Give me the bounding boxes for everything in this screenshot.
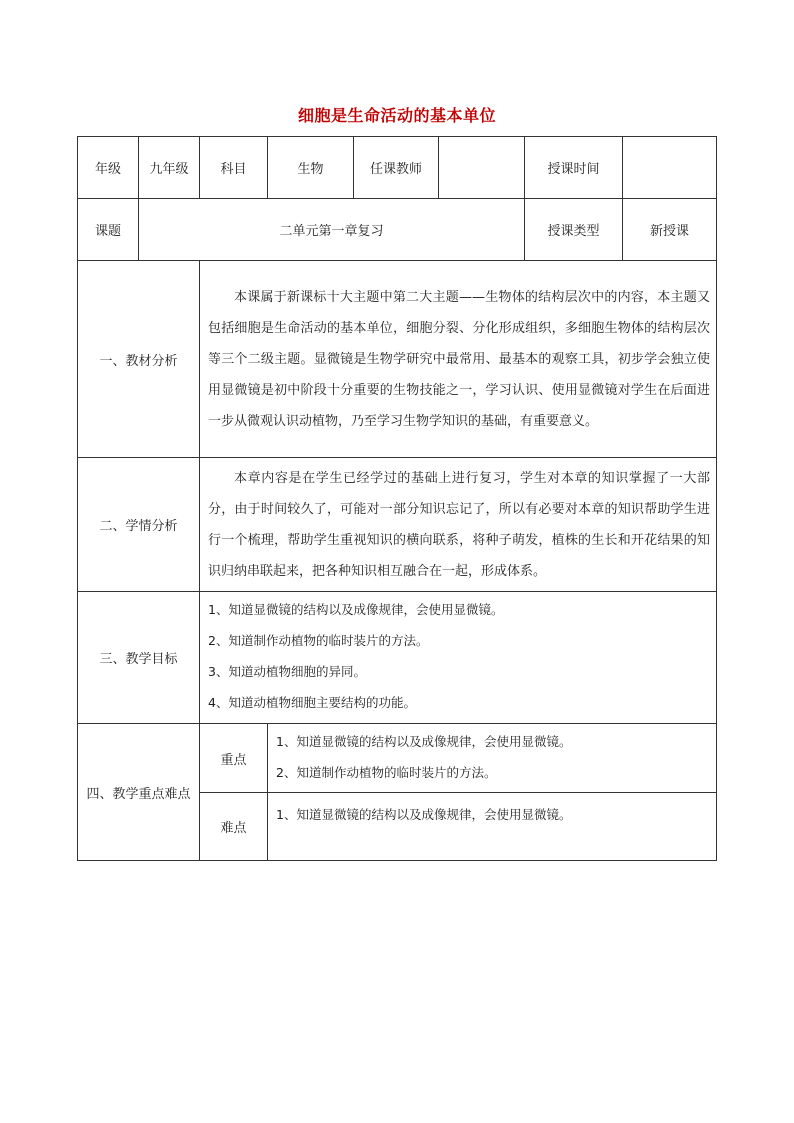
header-row xyxy=(78,137,717,199)
key-points-list xyxy=(268,724,717,793)
subject-value: 生物 xyxy=(268,137,354,199)
grade-value: 九年级 xyxy=(139,137,200,199)
key-points-row xyxy=(78,724,717,793)
teacher-value[interactable] xyxy=(439,137,525,199)
page-title: 细胞是生命活动的基本单位 xyxy=(297,106,496,125)
teaching-goals-label: 三、教学目标 xyxy=(78,592,200,724)
lesson-plan-table xyxy=(77,136,717,861)
grade-label: 年级 xyxy=(78,137,139,199)
teacher-label: 任课教师 xyxy=(354,137,439,199)
topic-row xyxy=(78,199,717,261)
teaching-goals-list xyxy=(200,592,717,724)
topic-label: 课题 xyxy=(78,199,139,261)
time-value[interactable] xyxy=(623,137,717,199)
list-item: 1、知道显微镜的结构以及成像规律，会使用显微镜。 xyxy=(208,602,504,617)
teaching-goals-row xyxy=(78,592,717,724)
student-analysis-label: 二、学情分析 xyxy=(78,458,200,592)
textbook-analysis-label: 一、教材分析 xyxy=(78,261,200,458)
textbook-analysis-text: 本课属于新课标十大主题中第二大主题——生物体的结构层次中的内容，本主题又包括细胞是生命活动的基本单位，细胞分裂、分化形成组织，多细胞生物体的结构层次等三个二级主题。显微镜是生物学研究中最常用、最基本的观察工具，初步学会独立使用显微镜是初中阶段十分重要的生物技能之一，学习认识、使用显微镜对学生在后面进一步从微观认识动植物，乃至学习生物学知识的基础，有重要意义。 xyxy=(200,261,717,458)
difficult-points-list xyxy=(268,793,717,861)
textbook-analysis-row xyxy=(78,261,717,458)
topic-value: 二单元第一章复习 xyxy=(139,199,525,261)
key-difficult-label: 四、教学重点难点 xyxy=(78,724,200,861)
list-item: 2、知道制作动植物的临时装片的方法。 xyxy=(276,765,497,780)
student-analysis-row xyxy=(78,458,717,592)
list-item: 4、知道动植物细胞主要结构的功能。 xyxy=(208,695,416,710)
key-points-label: 重点 xyxy=(200,724,268,793)
list-item: 2、知道制作动植物的临时装片的方法。 xyxy=(208,633,429,648)
list-item: 1、知道显微镜的结构以及成像规律，会使用显微镜。 xyxy=(276,807,572,822)
subject-label: 科目 xyxy=(200,137,268,199)
difficult-points-label: 难点 xyxy=(200,793,268,861)
student-analysis-text: 本章内容是在学生已经学过的基础上进行复习，学生对本章的知识掌握了一大部分，由于时间较久了，可能对一部分知识忘记了，所以有必要对本章的知识帮助学生进行一个梳理，帮助学生重视知识的横向联系，将种子萌发，植株的生长和开花结果的知识归纳串联起来，把各种知识相互融合在一起，形成体系。 xyxy=(200,458,717,592)
lesson-type-value: 新授课 xyxy=(623,199,717,261)
list-item: 3、知道动植物细胞的异同。 xyxy=(208,664,366,679)
lesson-type-label: 授课类型 xyxy=(525,199,623,261)
list-item: 1、知道显微镜的结构以及成像规律，会使用显微镜。 xyxy=(276,734,572,749)
time-label: 授课时间 xyxy=(525,137,623,199)
